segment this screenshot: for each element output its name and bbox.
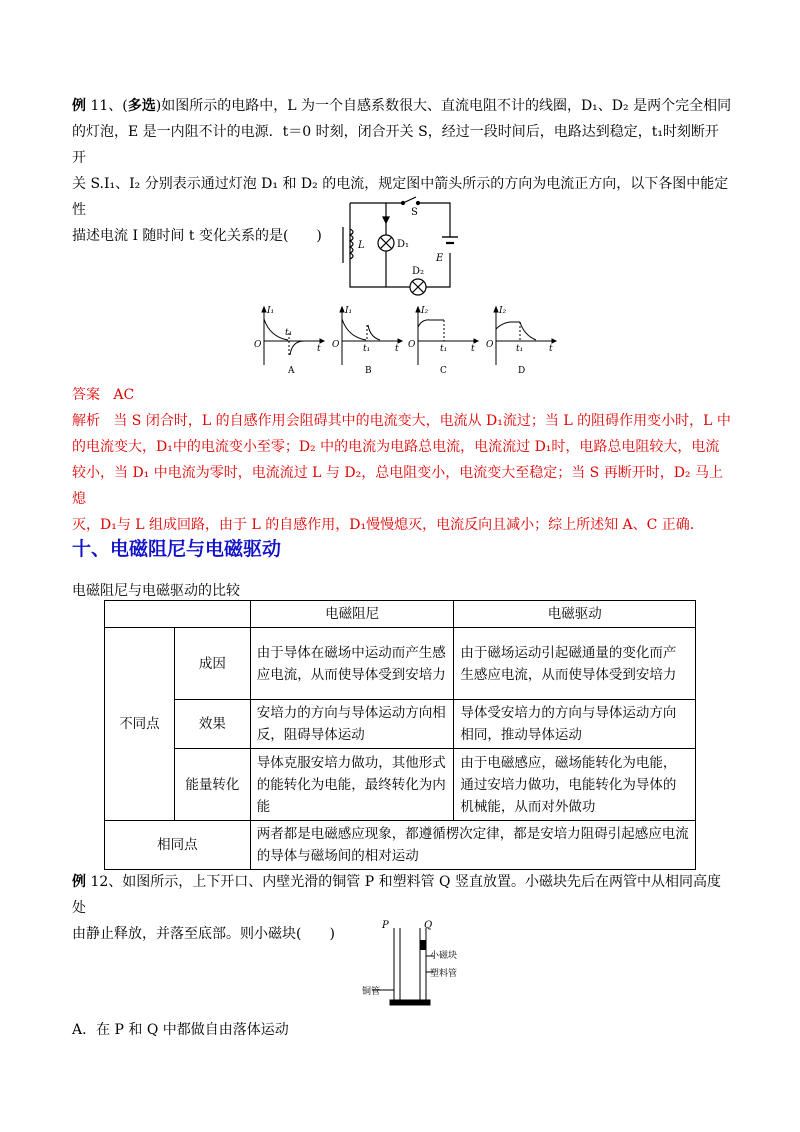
- example-label: 例: [72, 874, 86, 890]
- ex11-line-4: 描述电流 I 随时间 t 变化关系的是( ): [72, 228, 322, 244]
- graph-d-t1: t₁: [516, 344, 524, 354]
- graph-c-origin: O: [408, 340, 416, 350]
- graph-b-label: B: [365, 366, 372, 375]
- graph-d-axis-label: I₂: [499, 306, 507, 316]
- analysis-line-3: 较小，当 D₁ 中电流为零时，电流流过 L 与 D₂，总电阻变小，电流变大至稳定；当 S 再断开时，D₂ 马上熄: [72, 465, 723, 507]
- graph-c-t1: t₁: [440, 344, 448, 354]
- answer-block: [72, 382, 732, 538]
- table-header-row: [105, 601, 696, 628]
- driving-cell: 由于磁场运动引起磁通量的变化而产生感应电流，从而使导体受到安培力: [454, 628, 696, 700]
- graph-c-t: t: [471, 344, 475, 354]
- graph-b-t1: t₁: [363, 344, 371, 354]
- table-row: [105, 628, 696, 700]
- inductor-label: L: [358, 240, 365, 251]
- table-row: [105, 749, 696, 821]
- switch-label: S: [411, 207, 418, 218]
- graph-c-label: C: [440, 366, 447, 375]
- graph-d-label: D: [518, 366, 526, 375]
- current-graphs: [252, 303, 562, 379]
- row-label: 成因: [174, 628, 250, 700]
- damping-cell: 安培力的方向与导体运动方向相反，阻碍导体运动: [250, 700, 454, 749]
- tube-q-label: Q: [424, 920, 433, 931]
- graph-a-axis-label: I₁: [267, 306, 275, 316]
- graph-b-origin: O: [332, 340, 340, 350]
- option-a: A．在 P 和 Q 中都做自由落体运动: [72, 1022, 289, 1038]
- answer-line: [72, 382, 732, 408]
- damping-cell: 由于导体在磁场中运动而产生感应电流，从而使导体受到安培力: [250, 628, 454, 700]
- d1-label: D₁: [397, 239, 410, 250]
- tube-p-label: P: [382, 920, 389, 931]
- graph-d-t: t: [549, 344, 553, 354]
- ex11-line-1: 例 11、(多选)如图所示的电路中，L 为一个自感系数很大、直流电阻不计的线圈，D₁、D₂ 是两个完全相同: [72, 98, 732, 114]
- magnet-label: 小磁块: [430, 951, 458, 961]
- answer-label: 答案: [72, 387, 100, 403]
- comparison-table: [104, 600, 696, 870]
- graph-a-t: t: [317, 344, 321, 354]
- same-label-cell: 相同点: [105, 821, 251, 870]
- damping-cell: 导体克服安培力做功，其他形式的能转化为电能，最终转化为内能: [250, 749, 454, 821]
- ex12-line-1: 例 12、如图所示，上下开口、内壁光滑的铜管 P 和塑料管 Q 竖直放置。小磁块先后在两管中从相同高度处: [72, 874, 721, 916]
- analysis-line-2: 的电流变大，D₁中的电流变小至零；D₂ 中的电流为电路总电流，电流流过 D₁时，电路总电阻较大，电流: [72, 439, 720, 455]
- graph-a-origin: O: [254, 340, 262, 350]
- d2-label: D₂: [412, 266, 425, 277]
- analysis-line-1: 解析 当 S 闭合时，L 的自感作用会阻碍其中的电流变大，电流从 D₁流过；当 L 的阻碍作用变小时，L 中: [72, 413, 731, 429]
- table-row: [105, 700, 696, 749]
- emf-label: E: [436, 253, 444, 264]
- ex12-line-2: 由静止释放，并落至底部。则小磁块( ): [72, 926, 335, 942]
- graph-a-label: A: [288, 366, 295, 375]
- circuit-diagram: [328, 195, 468, 304]
- driving-cell: 由于电磁感应，磁场能转化为电能，通过安培力做功，电能转化为导体的机械能，从而对外做功: [454, 749, 696, 821]
- graph-d-origin: O: [486, 340, 494, 350]
- driving-cell: 导体受安培力的方向与导体运动方向相同，推动导体运动: [454, 700, 696, 749]
- header-damping: 电磁阻尼: [250, 601, 454, 628]
- example-label: 例: [72, 98, 86, 114]
- analysis-line-4: 灭，D₁与 L 组成回路，由于 L 的自感作用，D₁慢慢熄灭，电流反向且减小；综上所述知 A、C 正确．: [72, 517, 704, 533]
- graph-b-t: t: [395, 344, 399, 354]
- section-heading: 十、电磁阻尼与电磁驱动: [72, 538, 282, 560]
- ex11-line-2: 的灯泡，E 是一内阻不计的电源．t＝0 时刻，闭合开关 S，经过一段时间后，电路达到稳定，t₁时刻断开开: [72, 124, 719, 166]
- copper-tube-label: 铜管: [362, 987, 381, 997]
- graph-b-axis-label: I₁: [345, 306, 353, 316]
- plastic-tube-label: 塑料管: [430, 969, 458, 979]
- table-caption: 电磁阻尼与电磁驱动的比较: [72, 583, 240, 599]
- header-empty-cell: [105, 601, 251, 628]
- group-cell: 不同点: [105, 628, 175, 821]
- row-label: 能量转化: [174, 749, 250, 821]
- analysis-label: 解析: [72, 413, 100, 429]
- header-driving: 电磁驱动: [454, 601, 696, 628]
- answer-value: AC: [113, 387, 135, 403]
- tubes-diagram: [360, 918, 500, 1014]
- ex11-line-3: 关 S.I₁、I₂ 分别表示通过灯泡 D₁ 和 D₂ 的电流，规定图中箭头所示的方向为电流正方向，以下各图中能定性: [72, 176, 729, 218]
- graph-c-axis-label: I₂: [421, 306, 429, 316]
- table-row: [105, 821, 696, 870]
- row-label: 效果: [174, 700, 250, 749]
- same-text-cell: 两者都是电磁感应现象，都遵循楞次定律，都是安培力阻碍引起感应电流的导体与磁场间的相对运动: [250, 821, 695, 870]
- magnet-block: [420, 940, 426, 950]
- graph-a-t1: t₁: [285, 328, 293, 338]
